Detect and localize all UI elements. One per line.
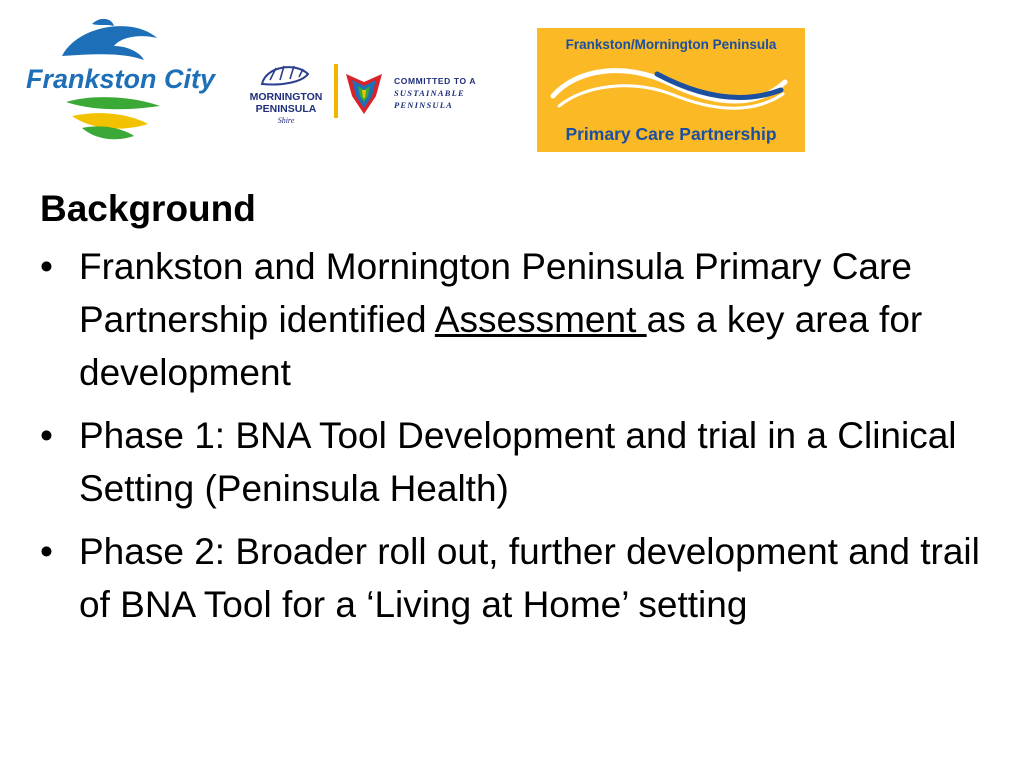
pcp-bottom-text: Primary Care Partnership bbox=[565, 124, 777, 144]
pcp-top-text: Frankston/Mornington Peninsula bbox=[565, 37, 777, 52]
slide-heading: Background bbox=[40, 188, 256, 229]
leaf-shield-icon bbox=[346, 74, 382, 114]
mornington-line2: PENINSULA bbox=[255, 103, 317, 115]
bullet-3-text: Phase 2: Broader roll out, further development and trail of BNA Tool for a ‘Living at Home’ setting bbox=[79, 531, 980, 625]
bullet-marker: • bbox=[40, 415, 53, 456]
bullet-marker: • bbox=[40, 246, 53, 287]
sustainable-line2: SUSTAINABLE bbox=[394, 88, 465, 98]
bullet-item-2 bbox=[40, 409, 1000, 515]
primary-care-partnership-logo bbox=[537, 28, 805, 152]
wave-leaf-icon bbox=[66, 97, 160, 139]
mornington-peninsula-shire-logo bbox=[236, 60, 336, 130]
bullet-item-1 bbox=[40, 240, 1000, 399]
bullet-item-3 bbox=[40, 525, 1000, 631]
dolphin-icon bbox=[62, 19, 157, 60]
mornington-line1: MORNINGTON bbox=[249, 91, 323, 103]
bullet-1-text-end: as a key area for development bbox=[79, 299, 923, 393]
frankston-city-logo bbox=[22, 16, 216, 144]
logo-divider bbox=[334, 64, 338, 118]
bullet-list bbox=[40, 240, 1000, 631]
slide-content bbox=[40, 186, 1000, 641]
sustainable-line1: COMMITTED TO A bbox=[394, 76, 477, 86]
bullet-2-text: Phase 1: BNA Tool Development and trial in a Clinical Setting (Peninsula Health) bbox=[79, 415, 957, 509]
wave-swirl-icon bbox=[553, 71, 785, 109]
shell-icon bbox=[262, 66, 308, 85]
mornington-line3: Shire bbox=[277, 116, 295, 125]
bullet-1-underlined-term: Assessment bbox=[434, 299, 647, 340]
sustainable-peninsula-logo bbox=[344, 70, 504, 116]
sustainable-line3: PENINSULA bbox=[394, 100, 453, 110]
bullet-marker: • bbox=[40, 531, 53, 572]
bullet-1-text-start: Frankston and Mornington Peninsula Primary Care Partnership identified bbox=[79, 246, 912, 340]
frankston-logo-text: Frankston City bbox=[26, 64, 216, 94]
